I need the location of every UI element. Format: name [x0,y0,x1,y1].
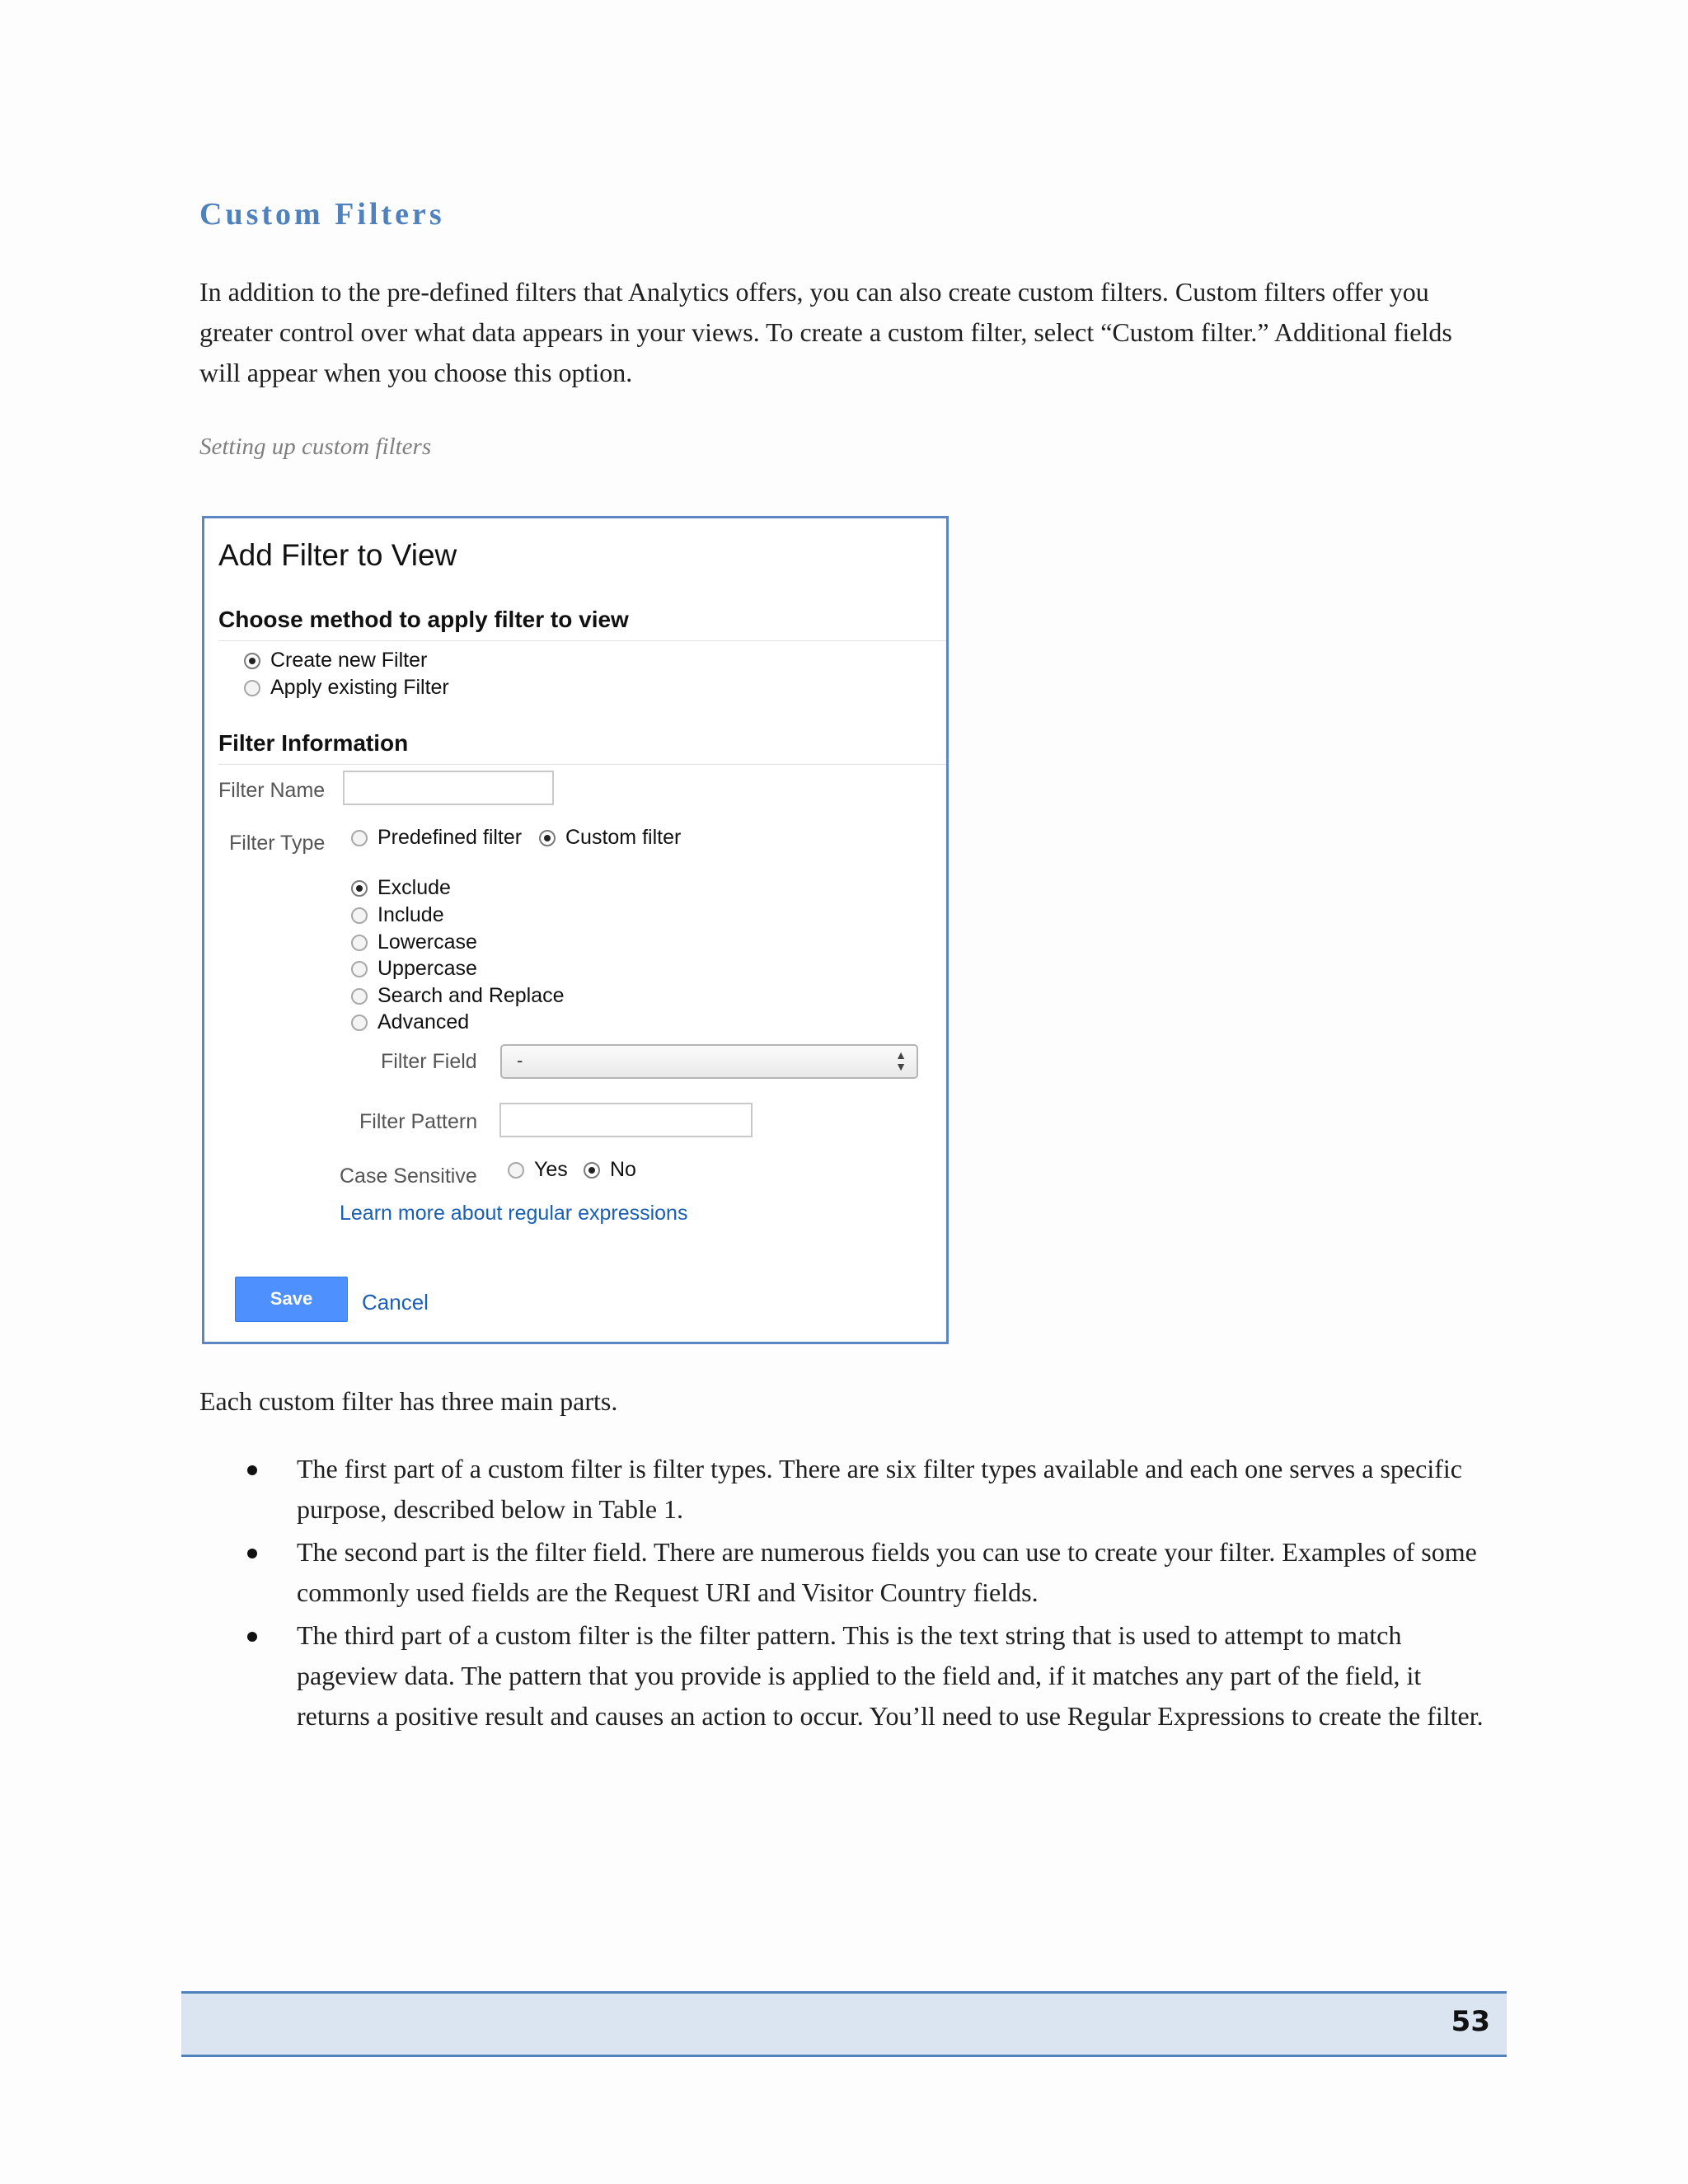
learn-more-link[interactable]: Learn more about regular expressions [340,1202,688,1225]
list-item-text: The third part of a custom filter is the filter pattern. This is the text string that is used to attempt to match pageview data. The pattern that you provide is applied to the field and, if it matches any part of the field, it returns a positive result and causes an action to occur. You’ll need to use Regular Expressions to create the filter. [297,1620,1484,1731]
divider [218,640,946,641]
section-heading: Custom Filters [199,197,445,232]
list-item-text: The first part of a custom filter is filter types. There are six filter types available and each one serves a specific purpose, described below in Table 1. [297,1454,1462,1524]
cancel-link[interactable]: Cancel [362,1290,429,1315]
radio-selected-icon [539,830,556,846]
radio-label: Include [377,903,444,926]
radio-lowercase[interactable] [351,930,477,954]
select-value: - [517,1050,523,1071]
radio-unselected-icon [351,961,368,977]
radio-label: Apply existing Filter [270,676,449,699]
filter-name-label: Filter Name [218,779,326,802]
radio-advanced[interactable] [351,1010,469,1034]
lead-paragraph: Each custom filter has three main parts. [199,1386,618,1416]
divider [218,764,946,765]
filter-field-select[interactable] [500,1044,918,1079]
radio-apply-existing-filter[interactable] [244,676,449,700]
radio-selected-icon [244,653,260,669]
radio-label: No [610,1158,636,1181]
bullet-icon [247,1632,257,1642]
radio-custom-filter[interactable] [539,826,681,850]
intro-paragraph: In addition to the pre-defined filters that Analytics offers, you can also create custom filters. Custom filters offer you greater control over what data appears in your views. To create a custom filter, select “Custom filter.” Additional fields will appear when you choose this option. [199,277,1452,387]
radio-label: Search and Replace [377,984,565,1007]
add-filter-dialog [202,516,949,1344]
save-button[interactable]: Save [235,1277,348,1322]
radio-selected-icon [351,880,368,897]
radio-label: Custom filter [565,826,682,849]
radio-exclude[interactable] [351,876,451,900]
radio-label: Uppercase [377,957,477,980]
radio-label: Predefined filter [377,826,523,849]
select-arrows-icon: ▲ ▼ [895,1048,907,1073]
radio-case-no[interactable] [584,1158,636,1182]
list-item [199,1449,1487,1530]
page-number: 53 [1451,2005,1490,2038]
radio-label: Lowercase [377,930,477,954]
filter-field-label: Filter Field [381,1050,477,1073]
radio-label: Advanced [377,1010,470,1033]
method-heading: Choose method to apply filter to view [218,607,629,632]
filter-info-heading: Filter Information [218,730,409,756]
filter-pattern-input[interactable] [499,1103,753,1137]
filter-name-input[interactable] [343,771,554,805]
radio-label: Yes [534,1158,568,1181]
radio-include[interactable] [351,903,444,927]
bullet-icon [247,1465,257,1475]
figure-caption: Setting up custom filters [199,434,432,460]
radio-unselected-icon [508,1162,524,1179]
filter-type-label: Filter Type [229,832,326,855]
radio-uppercase[interactable] [351,957,477,981]
radio-search-and-replace[interactable] [351,984,565,1008]
page-footer [181,1991,1507,2057]
radio-unselected-icon [351,1015,368,1031]
list-item-text: The second part is the filter field. There are numerous fields you can use to create your filter. Examples of some commonly used fields are the Request URI and Visitor Country fields. [297,1537,1477,1607]
dialog-title: Add Filter to View [218,538,457,572]
radio-unselected-icon [351,935,368,951]
radio-label: Exclude [377,876,451,899]
radio-label: Create new Filter [270,649,428,672]
bullet-list [199,1449,1487,1739]
radio-create-new-filter[interactable] [244,649,427,673]
radio-unselected-icon [351,830,368,846]
radio-unselected-icon [351,907,368,924]
radio-selected-icon [584,1162,600,1179]
radio-case-yes[interactable] [508,1158,568,1182]
radio-unselected-icon [351,988,368,1005]
filter-pattern-label: Filter Pattern [359,1110,478,1133]
radio-predefined-filter[interactable] [351,826,522,850]
bullet-icon [247,1549,257,1558]
case-sensitive-label: Case Sensitive [340,1165,477,1188]
list-item [199,1532,1487,1613]
radio-unselected-icon [244,680,260,696]
list-item [199,1615,1487,1736]
